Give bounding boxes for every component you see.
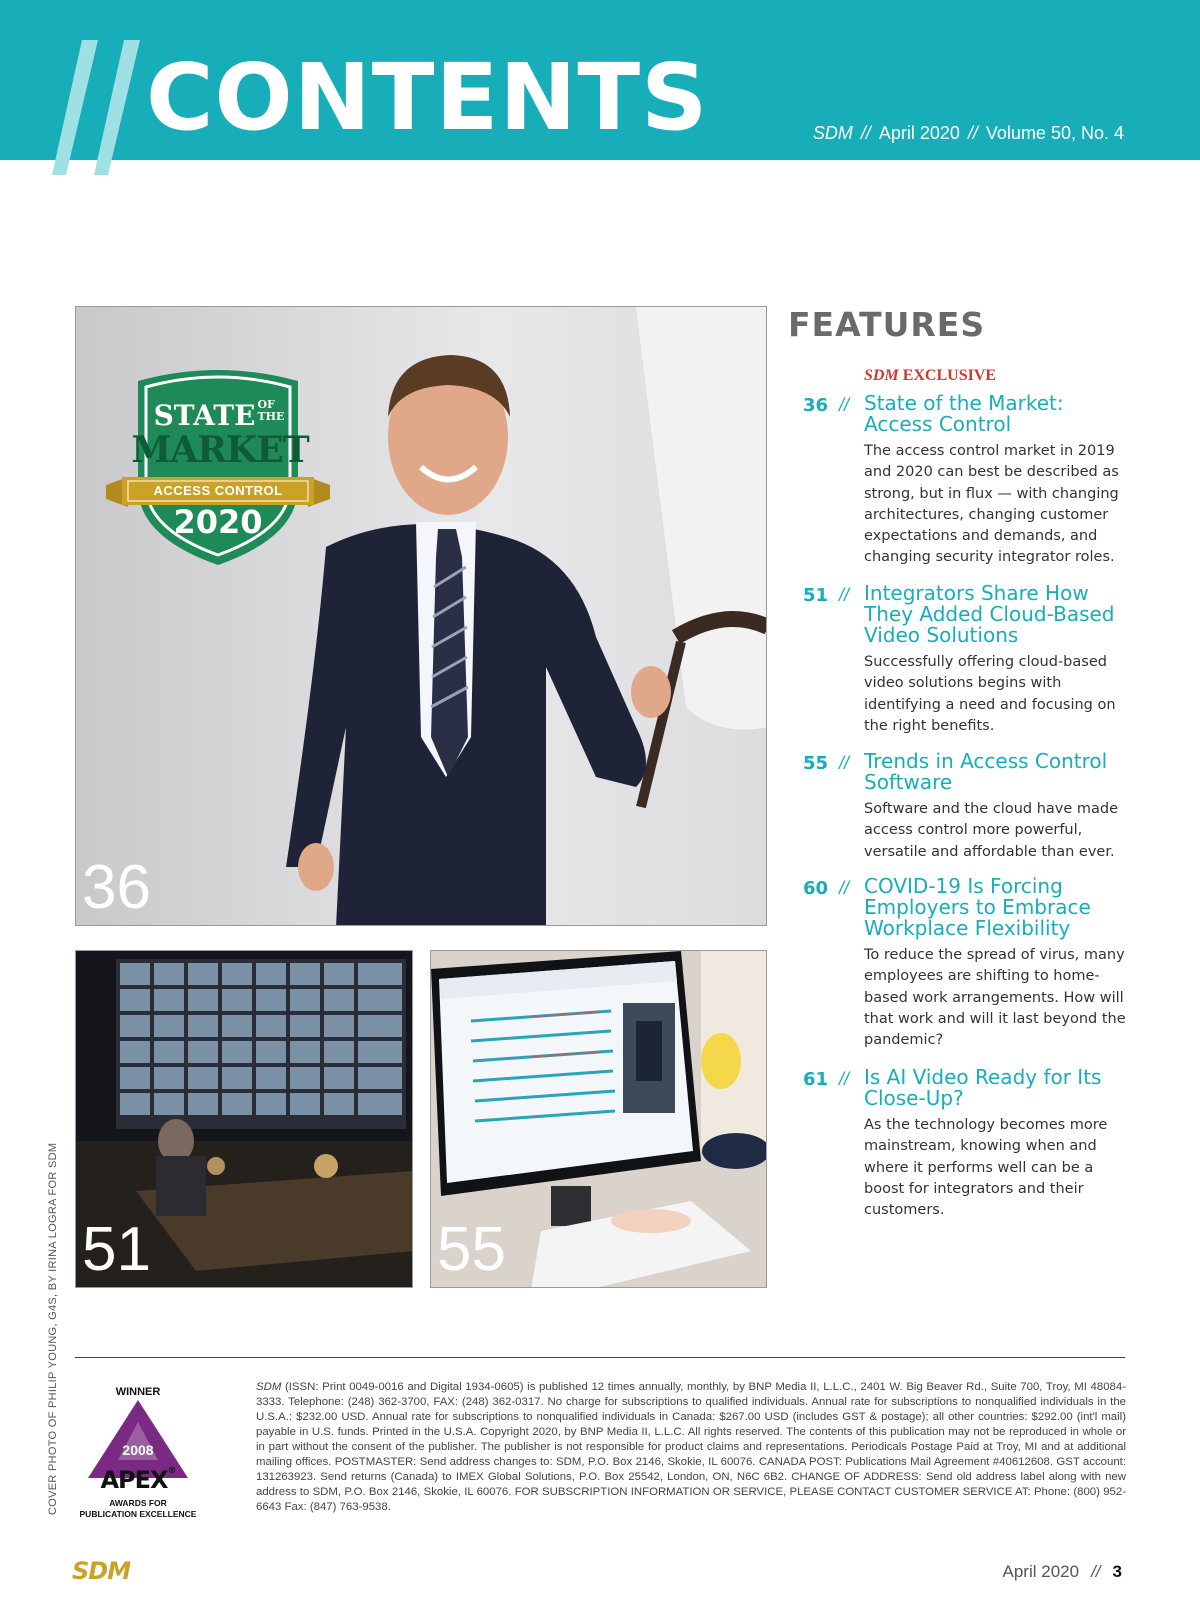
issue-date: April 2020 [878, 123, 960, 143]
badge-of: OF [257, 398, 275, 411]
feature-separator: // [839, 585, 850, 605]
photo-credit: COVER PHOTO OF PHILIP YOUNG, G4S, BY IRINA LOGRA FOR SDM [47, 1142, 59, 1515]
feature-separator: // [839, 753, 850, 773]
badge-year: 2020 [173, 503, 263, 541]
feature-item[interactable] [803, 876, 1133, 1051]
video-wall-photo[interactable] [75, 950, 413, 1288]
exclusive-label [864, 367, 996, 385]
feature-item[interactable] [803, 751, 1133, 863]
publication-info [256, 1380, 1126, 1515]
folio-separator: // [1091, 1562, 1101, 1581]
badge-market: MARKET [131, 429, 309, 471]
apex-sub1: AWARDS FOR [109, 1498, 167, 1508]
footer-divider [75, 1357, 1125, 1358]
feature-title[interactable]: Is AI Video Ready for Its Close-Up? [864, 1065, 1102, 1110]
double-slash-icon [52, 40, 152, 180]
monitor-photo[interactable] [430, 950, 767, 1288]
feature-item[interactable] [803, 583, 1133, 737]
apex-word [78, 1466, 198, 1494]
feature-description: To reduce the spread of virus, many employees are shifting to home-based work arrangements. How will that work and will it last beyond the pandemic? [864, 947, 1126, 1049]
feature-separator: // [839, 395, 850, 415]
badge-ribbon: ACCESS CONTROL [153, 483, 283, 498]
feature-description: As the technology becomes more mainstream, knowing when and where it performs well can be a boost for integrators and their customers. [864, 1117, 1108, 1219]
features-heading: FEATURES [788, 305, 986, 344]
apex-winner: WINNER [115, 1386, 161, 1398]
photo-page-number: 55 [437, 1215, 506, 1284]
separator: // [967, 123, 978, 143]
feature-page-number: 61 [803, 1069, 829, 1090]
apex-word-text: APEX [100, 1466, 168, 1494]
apex-reg: ® [167, 1466, 176, 1476]
feature-page-number: 60 [803, 878, 829, 899]
feature-description: Software and the cloud have made access control more powerful, versatile and affordable than ever. [864, 801, 1119, 860]
header-band [0, 0, 1200, 160]
feature-description: Successfully offering cloud-based video solutions begins with identifying a need and focusing on the right benefits. [864, 654, 1116, 734]
exclusive-magazine: SDM [864, 367, 899, 384]
exclusive-word: EXCLUSIVE [898, 367, 997, 384]
feature-separator: // [839, 1069, 850, 1089]
badge-state: STATE [153, 399, 256, 432]
folio-date: April 2020 [1002, 1562, 1080, 1581]
feature-title[interactable]: State of the Market: Access Control [864, 391, 1064, 436]
feature-item[interactable] [803, 393, 1133, 569]
badge-text [138, 399, 300, 432]
volume-number: Volume 50, No. 4 [985, 123, 1124, 143]
photo-page-number: 51 [82, 1215, 151, 1284]
page-number: 3 [1112, 1562, 1122, 1581]
apex-subtitle [78, 1498, 198, 1520]
feature-title[interactable]: Integrators Share How They Added Cloud-Based Video Solutions [864, 581, 1115, 647]
feature-description: The access control market in 2019 and 2020 can best be described as strong, but in flux — with changing architectures, changing customer expectations and demands, and changing security integrator roles. [864, 443, 1119, 566]
apex-award-logo [78, 1380, 198, 1530]
apex-year: 2008 [122, 1442, 154, 1458]
magazine-name: SDM [812, 123, 853, 143]
page-title: CONTENTS [146, 44, 709, 151]
feature-page-number: 51 [803, 585, 829, 606]
apex-sub2: PUBLICATION EXCELLENCE [79, 1509, 197, 1519]
feature-title[interactable]: COVID-19 Is Forcing Employers to Embrace Workplace Flexibility [864, 874, 1091, 940]
badge-the: THE [257, 410, 285, 423]
feature-page-number: 55 [803, 753, 829, 774]
separator: // [860, 123, 871, 143]
feature-item[interactable] [803, 1067, 1133, 1221]
feature-separator: // [839, 878, 850, 898]
issue-line [813, 123, 1124, 144]
feature-title[interactable]: Trends in Access Control Software [864, 749, 1108, 794]
feature-page-number: 36 [803, 395, 829, 416]
pubinfo-magazine: SDM [256, 1381, 282, 1393]
sdm-logo: SDM [72, 1557, 131, 1585]
pubinfo-text: (ISSN: Print 0049-0016 and Digital 1934-0605) is published 12 times annually, monthly, by BNP Media II, L.L.C., 2401 W. Big Beaver Rd., Suite 700, Troy, MI 48084-3333. Telephone: (248) 362-3700, FAX: (248) 362-0317. No charge for subscriptions to qualified individuals. Annual rate for subscriptions to nonqualified individuals in the U.S.A.: $232.00 USD. Annual rate for subscriptions to nonqualified individuals in Canada: $267.00 USD (includes GST & postage); all other countries: $292.00 (int'l mail) payable in U.S. funds. Printed in the U.S.A. Copyright 2020, by BNP Media II, L.L.C. All rights reserved. The contents of this publication may not be reproduced in whole or in part without the consent of the publisher. The publisher is not responsible for product claims and representations. Periodicals Postage Paid at Troy, MI and at additional mailing offices. POSTMASTER: Send address changes to: SDM, P.O. Box 2146, Skokie, IL 60076. CANADA POST: Publications Mail Agreement #40612608. GST account: 131263923. Send returns (Canada) to IMEX Global Solutions, P.O. Box 25542, London, ON, N6C 6B2. CHANGE OF ADDRESS: Send old address label along with new address to SDM, P.O. Box 2146, Skokie, IL 60076. FOR SUBSCRIPTION INFORMATION OR SERVICE, PLEASE CONTACT CUSTOMER SERVICE AT: Phone: (800) 952-6643 Fax: (847) 763-9538. [256, 1381, 1126, 1513]
page-folio [1003, 1562, 1122, 1582]
photo-page-number: 36 [82, 853, 151, 922]
cover-photo[interactable] [75, 306, 767, 926]
